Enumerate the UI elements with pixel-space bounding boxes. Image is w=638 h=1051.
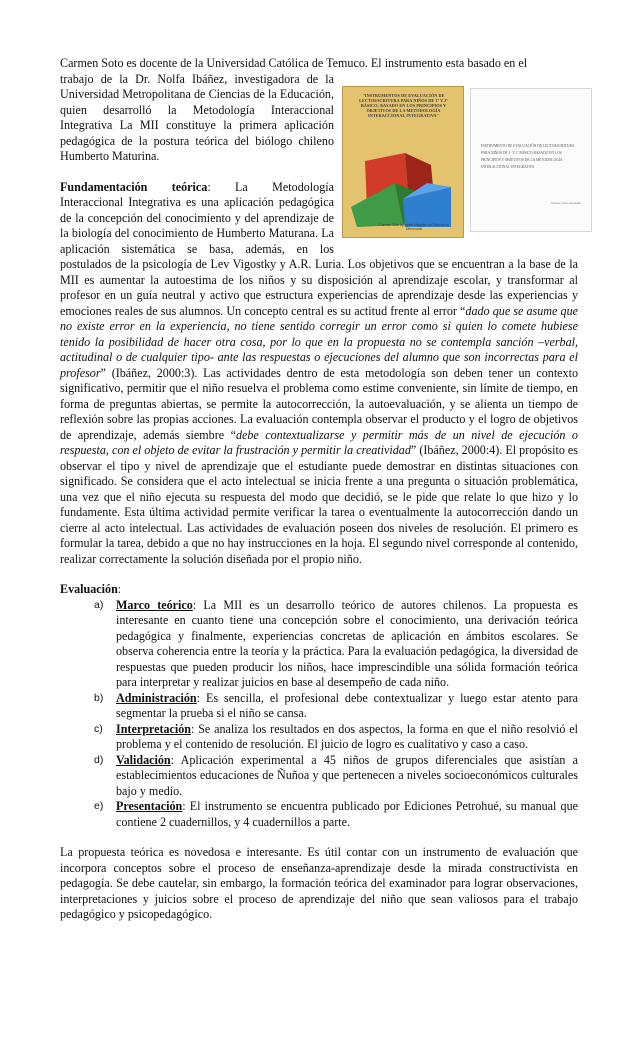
list-item (94, 690, 578, 722)
list-item (94, 597, 578, 691)
list-marker: e) (94, 800, 104, 812)
intro-paragraph: trabajo de la Dr. Nolfa Ibáñez, investigadora de la Universidad Metropolitana de Ciencias de la Educación, quien desarrolló la Metodología Interaccional Integrativa La MII constituye la primera aplicación pedagógica de la postura teórica del biólogo chileno Humberto Maturina. (60, 71, 334, 163)
conclusion-paragraph: La propuesta teórica es novedosa e interesante. Es útil contar con un instrumento de evaluación que incorpora conceptos sobre el proceso de enseñanza-aprendizaje desde la mirada constructivista en pedagogía. Se debe cautelar, sin embargo, la formación teórica del examinador para lograr observaciones, interpretaciones y juicios sobre el proceso de aprendizaje del niño que sean valiosos para el trabajo pedagógico y psicopedagógico. (60, 845, 578, 921)
document-page (60, 56, 581, 923)
list-item (94, 799, 578, 830)
book-cover-plain (470, 88, 592, 232)
evaluacion-heading: Evaluación (60, 582, 118, 596)
item-text: : Aplicación experimental a 45 niños de grupos diferenciales que asistían a establecimientos educaciones de Ñuñoa y que pertenecen a niveles socioeconómicos culturales bajo y medio. (116, 752, 578, 798)
item-text: : Se analiza los resultados en dos aspectos, la forma en que el niño resolvió el problema y el contenido de resolución. El juicio de logro es cualitativo y caso a caso. (116, 721, 578, 751)
item-term: Presentación (116, 799, 183, 813)
item-term: Interpretación (116, 721, 192, 736)
list-marker: b) (94, 691, 104, 704)
evaluacion-list (60, 598, 578, 831)
book-covers (342, 86, 592, 246)
quote-error: dado que se asume que no existe error en la experiencia, no tiene sentido corregir un error como si quien lo comete hubiese tenido la posibilidad de hacer otra cosa, por lo que en la propuesta no se contempla sanción –verbal, actitudinal o de cualquier tipo- ante las respuestas o ejecuciones del alumno que son incorrectas para el profesor (60, 303, 578, 380)
fundamentacion-text-2: ” (Ibáñez, 2000:3). Las actividades dentro de esta metodología son deben tener un contexto significativo, permitir que el niño resuelva el problema como estime conveniente, sin límite de tiempo, en forma de preguntas abiertas, se permite la autocorrección, la autoevaluación, y se alienta un tiempo de reflexión sobre las propias acciones. La evaluación contempla observar el producto y el logro de objetivos de aprendizaje, además siembre “ (60, 365, 578, 442)
item-term: Marco teórico (116, 597, 193, 612)
item-text: : El instrumento se encuentra publicado por Ediciones Petrohué, su manual que contiene 2 cuadernillos, y 4 cuadernillos a parte. (116, 799, 578, 829)
list-marker: a) (94, 598, 104, 611)
cover-a-footer: Carmen Soto Aymelée Magíster en Educación Diferencial (379, 222, 449, 232)
book-cover-color (342, 86, 464, 238)
list-item (94, 721, 578, 753)
list-marker: d) (94, 753, 104, 766)
list-item (94, 752, 578, 800)
item-text: : Es sencilla, el profesional debe contextualizar y luego estar atento para segmentar la prueba si el niño se cansa. (116, 690, 578, 720)
cover-b-title: INSTRUMENTO DE EVALUACIÓN DE LECTOESCRITURA PARA NIÑOS DE 1º Y 2º BÁSICO BASADO EN LOS PRINCIPIOS Y OBJETIVOS DE LA METODOLOGÍA INTERACCIONAL INTEGRATIVA (481, 143, 575, 169)
list-marker: c) (94, 722, 103, 735)
fundamentacion-text-1: La Metodología Interaccional Integrativa es una aplicación pedagógica de la concepción del conocimiento y del aprendizaje de la biología del conocimiento de Humberto Maturana. La aplicación sistemática se basa, además, en los postulados de la psicología de Lev Vigostky y A.R. Luria. Los objetivos que se encuentran a la base de la MII es aumentar la autoestima de los niños y su disposición al aprendizaje escolar, y transformar al profesor en un guía neutral y activo que estructura experiencias de aprendizaje desde las experiencias y emociones reales de sus alumnos. Un concepto central es su actitud frente al error “ (60, 179, 578, 318)
fundamentacion-paragraph: Fundamentación teórica: La Metodología Interaccional Integrativa es una aplicación pedagógica de la concepción del conocimiento y del aprendizaje de la biología del conocimiento de Humberto Maturana. La aplicación sistemática se basa, además, en los postulados de la psicología de Lev Vigostky y A.R. Luria. Los objetivos que se encuentran a la base de la MII es aumentar la autoestima de los niños y su disposición al aprendizaje escolar, y transformar al profesor en un guía neutral y activo que estructura experiencias de aprendizaje desde las experiencias y emociones reales de sus alumnos. Un concepto central es su actitud frente al error “dado que se asume que no existe error en la experiencia, no tiene sentido corregir un error como si quien lo comete hubiese tenido la posibilidad de hacer otra cosa, por lo que en la propuesta no se contempla sanción –verbal, actitudinal o de cualquier tipo- ante las respuestas o ejecuciones del alumno que son incorrectas para el profesor” (Ibáñez, 2000:3). Las actividades dentro de esta metodología son deben tener un contexto significativo, permitir que el niño resuelva el problema como estime conveniente, sin límite de tiempo, en forma de preguntas abiertas, se permite la autocorrección, la autoevaluación, y se alienta un tiempo de reflexión sobre las propias acciones. La evaluación contempla observar el producto y el logro de objetivos de aprendizaje, además siembre “debe contextualizarse y permitir más de un nivel de ejecución o respuesta, con el objeto de evitar la frustración y permitir la creatividad” (Ibáñez, 2000:4). El propósito es observar el tipo y nivel de aprendizaje que el estudiante puede demostrar en distintas situaciones con significado. Se considera que el acto intelectual se inicia frente a una pregunta o situación problemática, una vez que el niño ejecuta su respuesta del modo que decidió, se le pide que relate lo que hizo y lo fundamente. Esta última actividad permite verificar la tarea o eventualmente la autocorrección dando un cierre al acto intelectual. Las actividades de evaluación poseen dos niveles de resolución. El primero es formular la tarea, debido a que no hay instrucciones en la hoja. El segundo nivel corresponde al contenido, realizar correctamente la solución diseñada por el propio niño. (60, 179, 579, 566)
fundamentacion-heading: Fundamentación teórica (60, 179, 208, 194)
item-term: Administración (116, 690, 197, 705)
item-term: Validación (116, 752, 171, 767)
fundamentacion-text-3: ” (Ibáñez, 2000:4). El propósito es observar el tipo y nivel de aprendizaje que el estudiante puede demostrar en distintas situaciones con significado. Se considera que el acto intelectual se inicia frente a una pregunta o situación problemática, una vez que el niño ejecuta su respuesta del modo que decidió, se le pide que relate lo que hizo y lo fundamente. Esta última actividad permite verificar la tarea o eventualmente la autocorrección dando un cierre al acto intelectual. Las actividades de evaluación poseen dos niveles de resolución. El primero es formular la tarea, debido a que no hay instrucciones en la hoja. El segundo nivel corresponde al contenido, realizar correctamente la solución diseñada por el propio niño. (60, 443, 579, 566)
item-text: : La MII es un desarrollo teórico de autores chilenos. La propuesta es interesante en cuanto tiene una concepción sobre el conocimiento, una derivación teórica pedagógica y finalmente, experiencias concretas de aplicación en ámbitos escolares. Se observa coherencia entre la teoría y la práctica. Para la evaluación pedagógica, la diversidad de respuestas que pueden producir los niños, hace imprescindible una sólida formación teórica para interpretar y realizar juicios en base al desempeño de cada niño. (116, 597, 578, 689)
cover-a-title: "INSTRUMENTOS DE EVALUACIÓN DE LECTOESCRITURA PARA NIÑOS DE 1º Y 2º BÁSICO; BASADO EN LOS PRINCIPIOS Y OBJETIVOS DE LA METODOLOGÍA INTERACCIONAL INTEGRATIVA" (359, 92, 448, 119)
quote-creatividad: debe contextualizarse y permitir más de un nivel de ejecución o respuesta, con el objeto de evitar la frustración y permitir la creatividad (60, 427, 578, 457)
evaluacion-heading-line: Evaluación: (60, 582, 122, 596)
cover-b-footer: Carmen Soto Aymelée (551, 200, 581, 205)
intro-first-line: Carmen Soto es docente de la Universidad Católica de Temuco. El instrumento esta basado en el (60, 56, 528, 70)
